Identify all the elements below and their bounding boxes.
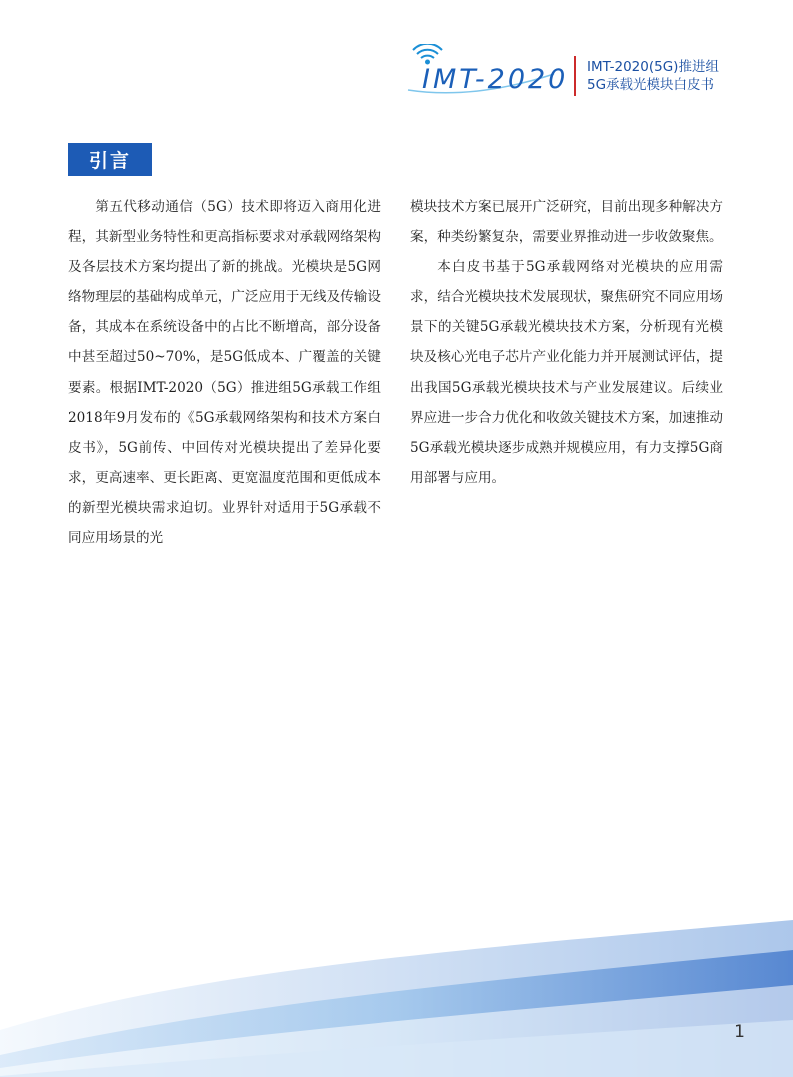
- signal-waves-icon: [413, 44, 442, 58]
- imt-2020-logo: [404, 44, 569, 104]
- paragraph: 第五代移动通信（5G）技术即将迈入商用化进程，其新型业务特性和更高指标要求对承载网络架构及各层技术方案均提出了新的挑战。光模块是5G网络物理层的基础构成单元，广泛应用于无线及传输设备，其成本在系统设备中的占比不断增高，部分设备中甚至超过50~70%，是5G低成本、广覆盖的关键要素。根据IMT-2020（5G）推进组5G承载工作组2018年9月发布的《5G承载网络架构和技术方案白皮书》，5G前传、中回传对光模块提出了差异化要求，更高速率、更长距离、更宽温度范围和更低成本的新型光模块需求迫切。业界针对适用于5G承载不同应用场景的光: [68, 199, 381, 547]
- section-title: 引言: [68, 143, 152, 176]
- paragraph: 本白皮书基于5G承载网络对光模块的应用需求，结合光模块技术发展现状，聚焦研究不同应用场景下的关键5G承载光模块技术方案，分析现有光模块及核心光电子芯片产业化能力并开展测试评估，提出我国5G承载光模块技术与产业发展建议。后续业界应进一步合力优化和收敛关键技术方案，加速推动5G承载光模块逐步成熟并规模应用，有力支撑5G商用部署与应用。: [410, 259, 723, 486]
- header-doc-title: 5G承载光模块白皮书: [587, 77, 715, 93]
- right-column: [410, 192, 723, 493]
- footer-wave-decoration: [0, 880, 793, 1077]
- page-header: [404, 44, 744, 108]
- page-number: 1: [734, 1022, 745, 1042]
- header-divider: [574, 56, 576, 96]
- header-titles: [587, 58, 719, 94]
- paragraph: 模块技术方案已展开广泛研究，目前出现多种解决方案，种类纷繁复杂，需要业界推动进一步收敛聚焦。: [410, 199, 723, 246]
- left-column: [68, 192, 381, 553]
- logo-text: IMT-2020: [422, 64, 569, 95]
- header-org: IMT-2020(5G)推进组: [587, 59, 719, 75]
